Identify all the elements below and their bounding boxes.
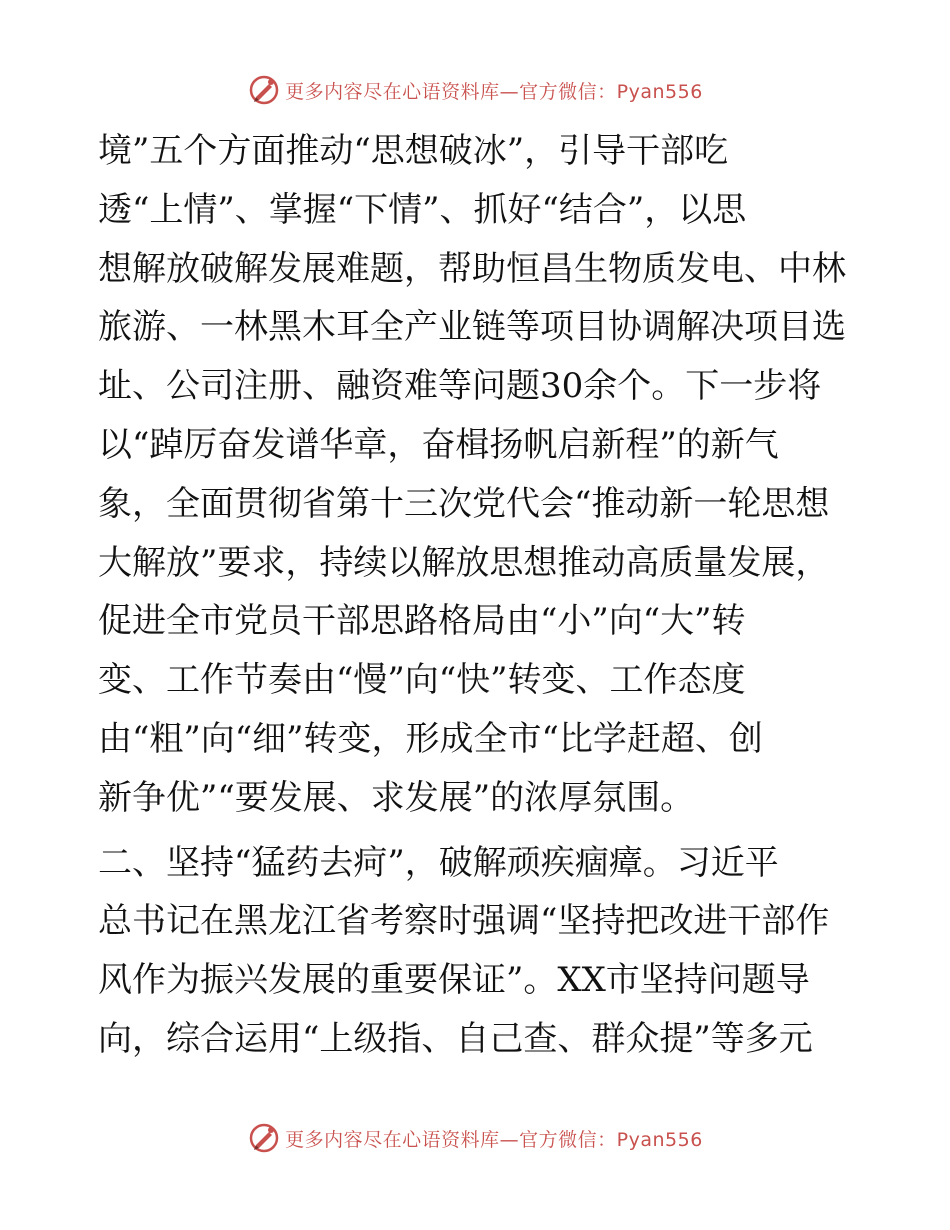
text-line: 址、公司注册、融资难等问题30余个。下一步将	[98, 366, 822, 407]
paragraph	[98, 834, 858, 1069]
text-line: 新争优”“要发展、求发展”的浓厚氛围。	[98, 777, 695, 818]
text-line: 二、坚持“猛药去疴”，破解顽疾痼瘴。习近平	[98, 842, 779, 883]
pen-logo-icon	[247, 1121, 281, 1155]
text-line: 向，综合运用“上级指、自己查、群众提”等多元	[98, 1018, 813, 1059]
text-line: 总书记在黑龙江省考察时强调“坚持把改进干部作	[98, 901, 830, 942]
watermark-text: 更多内容尽在心语资料库—官方微信：Pyan556	[285, 80, 703, 103]
footer-watermark	[0, 1118, 950, 1158]
text-line: 以“踔厉奋发谱华章，奋楫扬帆启新程”的新气	[98, 424, 779, 465]
text-line: 旅游、一林黑木耳全产业链等项目协调解决项目选	[98, 307, 846, 348]
text-line: 想解放破解发展难题，帮助恒昌生物质发电、中林	[98, 248, 846, 289]
document-body	[98, 122, 858, 1069]
text-line: 境”五个方面推动“思想破冰”，引导干部吃	[98, 131, 729, 171]
watermark-text: 更多内容尽在心语资料库—官方微信：Pyan556	[285, 1128, 703, 1151]
text-line: 变、工作节奏由“慢”向“快”转变、工作态度	[98, 660, 746, 701]
text-line: 大解放”要求，持续以解放思想推动高质量发展，	[98, 542, 830, 583]
text-line: 风作为振兴发展的重要保证”。XX市坚持问题导	[98, 960, 810, 1001]
text-line: 透“上情”、掌握“下情”、抓好“结合”，以思	[98, 189, 747, 230]
header-watermark	[0, 70, 950, 110]
text-line: 促进全市党员干部思路格局由“小”向“大”转	[98, 601, 746, 642]
paragraph	[98, 122, 858, 828]
text-line: 象，全面贯彻省第十三次党代会“推动新一轮思想	[98, 483, 830, 524]
pen-logo-icon	[247, 73, 281, 107]
text-line: 由“粗”向“细”转变，形成全市“比学赶超、创	[98, 718, 763, 759]
